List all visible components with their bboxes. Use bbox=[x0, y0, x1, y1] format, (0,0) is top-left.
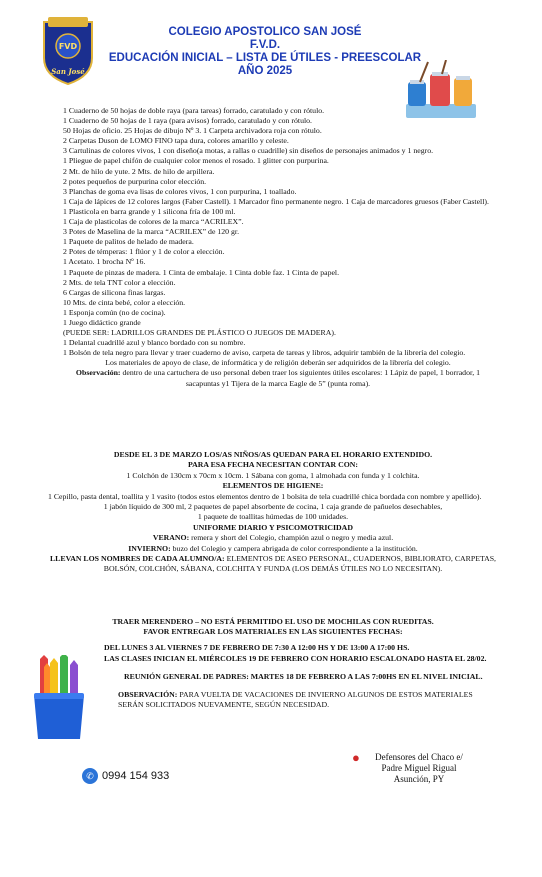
phone-icon: ✆ bbox=[82, 768, 98, 784]
extended-hours-section bbox=[48, 450, 498, 575]
snack-line1: TRAER MERENDERO – NO ESTÁ PERMITIDO EL USO DE MOCHILAS CON RUEDITAS. bbox=[112, 617, 434, 626]
uniform-winter bbox=[48, 544, 498, 554]
list-item: 1 Caja de lápices de 12 colores largos (Faber Castell). 1 Marcador fino permanente negro. 1 Caja de marcadores gruesos (Faber Castell). bbox=[63, 196, 489, 206]
winter-label: INVIERNO: bbox=[128, 543, 171, 553]
list-item: 1 Bolsón de tela negro para llevar y traer cuaderno de aviso, carpeta de tareas y libros, adquirir también de la librería del colegio. bbox=[63, 348, 466, 358]
address-line2: Padre Miguel Rigual bbox=[381, 763, 457, 773]
uniform-title: UNIFORME DIARIO Y PSICOMOTRICIDAD bbox=[193, 522, 353, 532]
list-item: 2 Potes de témperas: 1 flúor y 1 de color a elección. bbox=[63, 247, 225, 257]
hygiene-text1: 1 Cepillo, pasta dental, toallita y 1 vasito (todos estos elementos dentro de 1 bolsita de tela cuadrillé chica bordada con nombre y apellido). bbox=[48, 491, 482, 501]
list-title: EDUCACIÓN INICIAL – LISTA DE ÚTILES - PREESCOLAR bbox=[108, 52, 422, 64]
materials-note: Los materiales de apoyo de clase, de informática y de religión deberán ser adquiridos de la librería del colegio. bbox=[105, 358, 451, 368]
names-label: LLEVAN LOS NOMBRES DE CADA ALUMNO/A: bbox=[49, 554, 225, 564]
uniform-summer bbox=[48, 533, 498, 543]
observation-text: dentro de una cartuchera de uso personal deben traer los siguientes útiles escolares: 1 Lápiz de papel, 1 borrador, 1 sacapuntas y1 Tijera de la marca Eagle de 5” (punta roma). bbox=[120, 368, 481, 388]
delivery-section bbox=[48, 617, 498, 710]
list-item: 3 Potes de Maselina de la marca “ACRILEX” de 120 gr. bbox=[63, 227, 240, 237]
location-pin-icon: ● bbox=[352, 750, 360, 765]
year: AÑO 2025 bbox=[237, 65, 293, 77]
observation-final bbox=[118, 690, 498, 710]
list-item: 1 Paquete de palitos de helado de madera. bbox=[63, 237, 194, 247]
list-item: 1 Cuaderno de 50 hojas de doble raya (para tareas) forrado, caratulado y con rótulo. bbox=[63, 106, 325, 115]
list-item: 2 Carpetas Duson de LOMO FINO tapa dura, colores amarillo y celeste. bbox=[63, 136, 289, 146]
hygiene-title: ELEMENTOS DE HIGIENE: bbox=[222, 481, 324, 491]
logo-text: FVD bbox=[58, 42, 78, 51]
logo-caption: San José bbox=[51, 67, 85, 76]
names-text: ELEMENTOS DE ASEO PERSONAL, CUADERNOS, BIBLIORATO, CARPETAS, BOLSÓN, COLCHÓN, SÁBANA, COLCHITA Y FUNDA (LOS DEMÁS ÚTILES NO LO NECESITAN). bbox=[103, 554, 497, 574]
extended-line1: DESDE EL 3 DE MARZO LOS/AS NIÑOS/AS QUEDAN PARA EL HORARIO EXTENDIDO. bbox=[113, 450, 433, 459]
observation-final-text: PARA VUELTA DE VACACIONES DE INVIERNO ALGUNOS DE ESTOS MATERIALES SERÁN SOLICITADOS NUEVAMENTE, SEGÚN NECESIDAD. bbox=[118, 690, 473, 710]
list-item: 1 Juego didáctico grande bbox=[63, 317, 141, 327]
list-item: 2 potes pequeños de purpurina color elección. bbox=[63, 176, 207, 186]
hygiene-text3: 1 paquete de toallitas húmedas de 100 unidades. bbox=[197, 512, 349, 522]
winter-text: buzo del Colegio y campera abrigada de color correspondiente a la institución. bbox=[170, 543, 418, 553]
list-item: (PUEDE SER: LADRILLOS GRANDES DE PLÁSTICO O JUEGOS DE MADERA). bbox=[63, 328, 336, 338]
pencil-cup-illustration bbox=[30, 655, 88, 740]
summer-text: remera y short del Colegio, champión azul o negro y media azul. bbox=[189, 533, 394, 543]
address bbox=[354, 752, 484, 785]
list-item: 3 Cartulinas de colores vivos, 1 con diseño(a motas, a rallas o cuadrille) sin diseños de personajes animados y 1 negro. bbox=[63, 146, 434, 156]
list-item: 1 Delantal cuadrillé azul y blanco bordado con su nombre. bbox=[63, 338, 246, 348]
list-item: 1 Plasticola en barra grande y 1 silicona fría de 100 ml. bbox=[63, 206, 236, 216]
dates-line1: DEL LUNES 3 AL VIERNES 7 DE FEBRERO DE 7:30 A 12:00 HS Y DE 13:00 A 17:00 HS. bbox=[104, 643, 410, 653]
supplies-list bbox=[63, 106, 493, 389]
phone-number: 0994 154 933 bbox=[102, 770, 170, 782]
hygiene-text2: 1 jabón líquido de 300 ml, 2 paquetes de papel absorbente de cocina, 1 caja grande de pañuelos desechables, bbox=[103, 502, 443, 512]
phone-contact bbox=[82, 768, 169, 784]
list-item: 50 Hojas de oficio. 25 Hojas de dibujo Nº 3. 1 Carpeta archivadora roja con rótulo. bbox=[63, 126, 322, 136]
names-note bbox=[48, 554, 498, 575]
observation-final-label: OBSERVACIÓN: bbox=[118, 690, 178, 700]
delivery-dates bbox=[104, 643, 498, 663]
extended-items: 1 Colchón de 130cm x 70cm x 10cm. 1 Sábana con goma, 1 almohada con funda y 1 colchita. bbox=[126, 470, 420, 480]
list-item: 10 Mts. de cinta bebé, color a elección. bbox=[63, 297, 186, 307]
parents-meeting: REUNIÓN GENERAL DE PADRES: MARTES 18 DE FEBRERO A LAS 7:00HS EN EL NIVEL INICIAL. bbox=[124, 671, 483, 681]
congregation: F.V.D. bbox=[249, 39, 281, 51]
list-item: 1 Pliegue de papel chifón de cualquier color menos el rosado. 1 glitter con purpurina. bbox=[63, 156, 329, 166]
observation-note bbox=[63, 368, 493, 388]
snack-line2: FAVOR ENTREGAR LOS MATERIALES EN LAS SIGUIENTES FECHAS: bbox=[143, 627, 403, 637]
dates-line2: LAS CLASES INICIAN EL MIÉRCOLES 19 DE FEBRERO CON HORARIO ESCALONADO HASTA EL 28/02. bbox=[104, 653, 487, 663]
list-item: 6 Cargas de silicona finas largas. bbox=[63, 287, 166, 297]
list-item: 1 Acetato. 1 brocha Nº 16. bbox=[63, 257, 146, 267]
list-item: 3 Planchas de goma eva lisas de colores vivos, 1 con purpurina, 1 toallado. bbox=[63, 186, 297, 196]
document-header bbox=[100, 26, 430, 78]
list-item: 2 Mts. de tela TNT color a elección. bbox=[63, 277, 176, 287]
summer-label: VERANO: bbox=[152, 533, 190, 543]
school-name: COLEGIO APOSTOLICO SAN JOSÉ bbox=[168, 26, 362, 38]
address-line1: Defensores del Chaco e/ bbox=[375, 752, 463, 762]
list-item: 1 Esponja común (no de cocina). bbox=[63, 307, 166, 317]
list-item: 1 Cuaderno de 50 hojas de 1 raya (para avisos) forrado, caratulado y con rótulo. bbox=[63, 116, 312, 126]
school-crest-logo bbox=[40, 14, 96, 86]
list-item: 2 Mt. de hilo de yute. 2 Mts. de hilo de arpillera. bbox=[63, 166, 215, 176]
list-item: 1 Paquete de pinzas de madera. 1 Cinta de embalaje. 1 Cinta doble faz. 1 Cinta de papel. bbox=[63, 267, 340, 277]
list-item: 1 Caja de plasticolas de colores de la marca “ACRILEX”. bbox=[63, 217, 244, 227]
extended-line2: PARA ESA FECHA NECESITAN CONTAR CON: bbox=[187, 460, 359, 470]
observation-label: Observación: bbox=[75, 368, 121, 378]
address-line3: Asunción, PY bbox=[393, 774, 445, 784]
